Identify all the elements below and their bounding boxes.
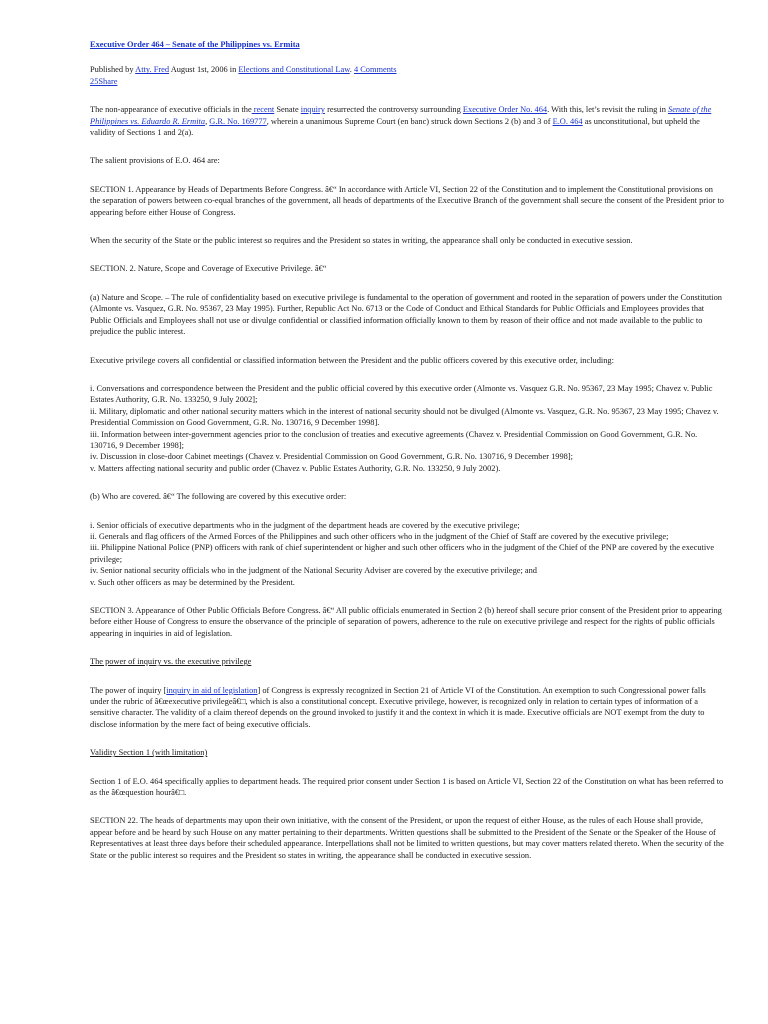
list-item: iii. Philippine National Police (PNP) officers with rank of chief superintendent or higher and such other officers who in the judgment of the Chief of the PNP are covered by the executive privilege; [90,543,715,564]
post-date: August 1st, 2006 in [170,65,237,75]
share-link[interactable]: 25Share [90,76,118,86]
list-item: iii. Information between inter-government agencies prior to the conclusion of treaties and executive agreements (Chavez v. Presidential Commission on Good Government, G.R. No. 130716, 9 December 1998]; [90,429,698,450]
list-item: i. Conversations and correspondence between the President and the public official covered by this executive order (Almonte vs. Vasquez G.R. No. 95367, 23 May 1995; Chavez v. Public Estates Authority, G.R. No. 133250, 9 July 2002]; [90,383,713,405]
privilege-list [90,383,724,474]
power-text-1: The power of inquiry [ [90,685,167,695]
eo-464-short-link[interactable]: E.O. 464 [552,116,583,126]
article-title-link[interactable]: Executive Order 464 – Senate of the Philippines vs. Ermita [90,40,300,49]
section-22-paragraph: SECTION 22. The heads of departments may upon their own initiative, with the consent of the President, or upon the request of either House, as the rules of each House shall provide, appear before and be heard by such House on any matter pertaining to their departments. Written questions shall be submitted to the President of the Senate or the Speaker of the House of Representatives at least three days before their scheduled appearance. Interpellations shall not be limited to written questions, but may cover matters related thereto. When the security of the State or the public interest so requires and the President so states in writing, the appearance shall be conducted in executive session. [90,816,724,860]
list-item: ii. Generals and flag officers of the Armed Forces of the Philippines and such other officers who in the judgment of the Chief of Staff are covered by the executive privilege; [90,531,669,541]
author-link[interactable]: Atty. Fred [135,65,170,75]
post-meta [90,64,724,87]
validity-paragraph: Section 1 of E.O. 464 specifically applies to department heads. The required prior consent under Section 1 is based on Article VI, Section 22 of the Constitution on what has been referred to as the â€œquestion hourâ€□. [90,776,724,798]
security-paragraph: When the security of the State or the public interest so requires and the President so states in writing, the appearance shall only be conducted in executive session. [90,236,633,246]
intro-text-1: The non-appearance of executive officials in the [90,105,252,115]
list-item: ii. Military, diplomatic and other national security matters which in the interest of national security should not be divulged (Almonte vs. Vasquez, G.R. No. 95367, 23 May 1995; Chavez v. Presidential Commission on Good Government, G.R. No. 130716, 9 December 1998]. [90,406,719,428]
power-of-inquiry-paragraph [90,685,724,731]
meta-separator: . [349,65,352,75]
inquiry-aid-legislation-link[interactable]: inquiry in aid of legislation [166,685,258,695]
intro-paragraph [90,104,724,138]
published-by-label: Published by [90,65,134,75]
list-item: iv. Discussion in close-door Cabinet meetings (Chavez v. Presidential Commission on Good Government, G.R. No. 130716, 9 December 1998]; [90,452,573,462]
intro-text-6: , wherein a unanimous Supreme Court (en banc) struck down Sections 2 (b) and 3 of [266,116,553,126]
covered-officials-list [90,520,724,588]
recent-link[interactable]: recent [251,105,275,115]
gr-number-link[interactable]: G.R. No. 169777 [209,116,267,126]
comments-link[interactable]: 4 Comments [353,65,397,75]
intro-text-2: Senate [274,105,301,115]
list-item: iv. Senior national security officials who in the judgment of the National Security Adviser are covered by the executive privilege; and [90,566,537,576]
validity-heading: Validity Section 1 (with limitation) [90,748,208,758]
section-1-paragraph: SECTION 1. Appearance by Heads of Departments Before Congress. â€“ In accordance with Article VI, Section 22 of the Constitution and to implement the Constitutional provisions on the separation of powers between co-equal branches of the government, all heads of departments of the Executive Branch of the government shall secure the consent of the President prior to appearing before either House of Congress. [90,184,724,217]
intro-text-5: , [205,116,210,126]
list-item: v. Matters affecting national security and public order (Chavez v. Public Estates Authority, G.R. No. 133250, 9 July 2002). [90,463,501,473]
case-title-link[interactable]: Senate of the Philippines vs. Eduardo R. Ermita [90,105,712,126]
salient-paragraph: The salient provisions of E.O. 464 are: [90,156,220,166]
article-body [90,39,724,878]
who-covered-paragraph: (b) Who are covered. â€“ The following are covered by this executive order: [90,492,347,502]
intro-text-4: . With this, let’s revisit the ruling in [547,105,669,115]
list-item: i. Senior officials of executive departments who in the judgment of the department heads are covered by the executive privilege; [90,520,520,530]
section-2-heading: SECTION. 2. Nature, Scope and Coverage of Executive Privilege. â€“ [90,264,327,274]
power-text-2: ] of Congress is expressly recognized in Section 21 of Article VI of the Constitution. An exemption to such Congressional power falls under the rubric of â€œexecutive privilegeâ€□, which is also a constitutional concept. Executive privilege, however, is recognized only in relation to certain types of information of a sensitive character. The validity of a claim thereof depends on the ground invoked to justify it and the context in which it is made. Executive officials are NOT exempt from the duty to disclose information by the mere fact of being executive officials. [90,685,706,729]
eo-464-link[interactable]: Executive Order No. 464 [462,105,548,115]
list-item: v. Such other officers as may be determined by the President. [90,577,295,587]
privilege-covers-paragraph: Executive privilege covers all confidential or classified information between the President and the public officers covered by this executive order, including: [90,355,614,365]
article-title [90,39,724,50]
nature-scope-paragraph: (a) Nature and Scope. – The rule of confidentiality based on executive privilege is fundamental to the operation of government and rooted in the separation of powers under the Constitution (Almonte vs. Vasquez, G.R. No. 95367, 23 May 1995). Further, Republic Act No. 6713 or the Code of Conduct and Ethical Standards for Public Officials and Employees provides that Public Officials and Employees shall not use or divulge confidential or classified information officially known to them by reason of their office and not made available to the public to prejudice the public interest. [90,292,722,337]
inquiry-link[interactable]: inquiry [300,105,325,115]
category-link[interactable]: Elections and Constitutional Law [238,65,350,75]
section-3-paragraph: SECTION 3. Appearance of Other Public Officials Before Congress. â€“ All public officials enumerated in Section 2 (b) hereof shall secure prior consent of the President prior to appearing before either House of Congress to ensure the observance of the principle of separation of powers, adherence to the rule on executive privilege and respect for the rights of public officials appearing in inquiries in aid of legislation. [90,606,722,638]
intro-text-7: as unconstitutional, but upheld the validity of Sections 1 and 2(a). [90,116,700,138]
intro-text-3: resurrected the controversy surrounding [324,105,463,115]
power-of-inquiry-heading: The power of inquiry vs. the executive privilege [90,657,252,667]
